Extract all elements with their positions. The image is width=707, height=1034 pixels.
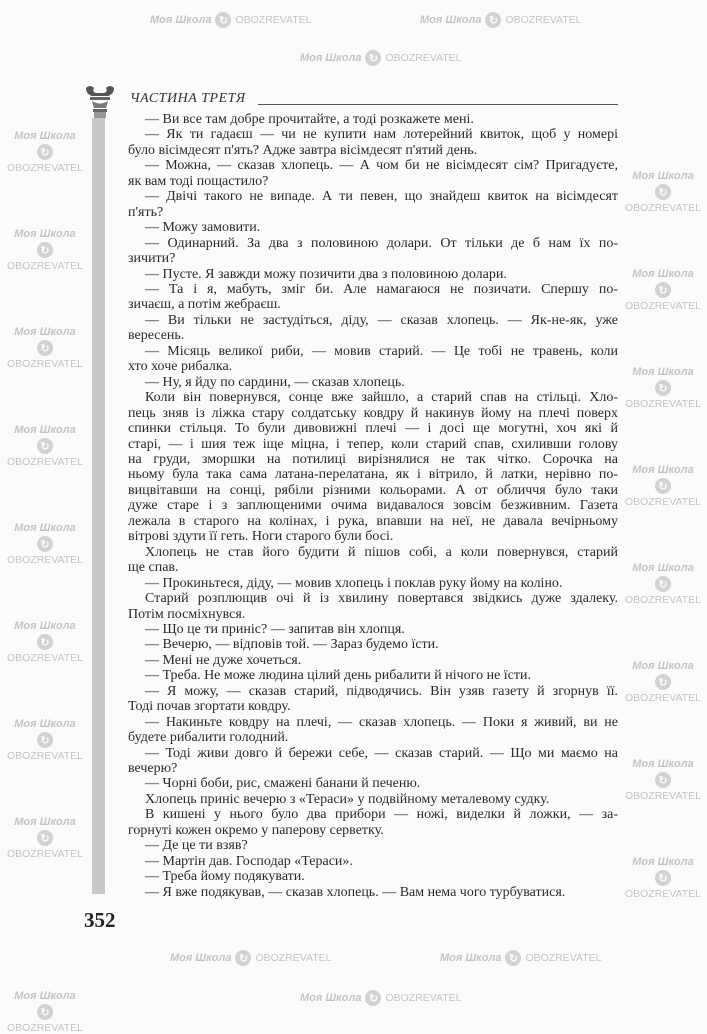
chapter-title: ЧАСТИНА ТРЕТЯ: [130, 91, 246, 106]
watermark-brand: OBOZREVATEL: [6, 652, 84, 664]
watermark-brand: OBOZREVATEL: [624, 300, 702, 312]
text-line: — Пусте. Я завжди можу позичити два з половиною долари.: [145, 266, 507, 282]
header-rule: [258, 104, 618, 105]
text-line: Хлопець приніс вечерю з «Тераси» у подвійному металевому судку.: [145, 791, 550, 807]
text-line: — Вечерю, — відповів той. — Зараз будемо їсти.: [145, 637, 439, 653]
text-line: хто хоче рибалка.: [128, 359, 233, 375]
watermark-school: Моя Школа: [14, 522, 76, 534]
text-line: — Що це ти приніс? — запитав він хлопця.: [145, 621, 405, 637]
watermark-brand: OBOZREVATEL: [235, 14, 312, 26]
obozrevatel-logo-icon: ↻: [655, 870, 671, 886]
watermark-brand: OBOZREVATEL: [624, 692, 702, 704]
text-line: вітрові здути її геть. Ноги старого були босі.: [128, 529, 394, 545]
watermark: [420, 12, 582, 28]
text-line: ньому була така сама латана-перелатана, як і вітрило, й латки, нерівно по-: [128, 467, 618, 483]
obozrevatel-logo-icon: ↻: [37, 340, 53, 356]
text-line: — Двічі такого не випаде. А ти певен, що знайдеш квиток на вісімдесят: [145, 189, 618, 205]
obozrevatel-logo-icon: ↻: [655, 282, 671, 298]
watermark-school: Моя Школа: [632, 856, 694, 868]
watermark-school: Моя Школа: [440, 952, 502, 964]
text-line: — Можна, — сказав хлопець. — А чом би не вісімдесят сім? Пригадуєте,: [145, 158, 618, 174]
obozrevatel-logo-icon: ↻: [37, 242, 53, 258]
obozrevatel-logo-icon: ↻: [37, 438, 53, 454]
text-line: — Де це ти взяв?: [145, 838, 248, 854]
watermark: [4, 228, 86, 272]
text-line: як вам тоді пощастило?: [128, 173, 269, 189]
text-line: було вісімдесят п'ять? Адже завтра вісімдесят п'ятий день.: [128, 142, 478, 158]
watermark: [4, 424, 86, 468]
text-line: пець зняв із ліжка стару солдатську ковдру й накинув йому на плечі поверх: [128, 405, 618, 421]
watermark-brand: OBOZREVATEL: [624, 790, 702, 802]
text-line: — Як ти гадаєш — чи не купити нам лотерейний квиток, щоб у номері: [145, 127, 618, 143]
obozrevatel-logo-icon: ↻: [37, 536, 53, 552]
watermark-school: Моя Школа: [300, 52, 362, 64]
obozrevatel-logo-icon: ↻: [655, 184, 671, 200]
obozrevatel-logo-icon: ↻: [485, 12, 501, 28]
watermark-brand: OBOZREVATEL: [6, 750, 84, 762]
margin-bar: [92, 118, 105, 894]
watermark-school: Моя Школа: [14, 990, 76, 1002]
watermark-brand: OBOZREVATEL: [624, 496, 702, 508]
text-line: — Можу замовити.: [145, 220, 261, 236]
watermark-school: Моя Школа: [14, 326, 76, 338]
watermark: [622, 464, 704, 508]
text-line: — Чорні боби, рис, смажені банани й печеню.: [145, 776, 421, 792]
text-line: вересень.: [128, 328, 185, 344]
watermark: [622, 170, 704, 214]
watermark-brand: OBOZREVATEL: [6, 358, 84, 370]
watermark-school: Моя Школа: [14, 228, 76, 240]
watermark: [622, 562, 704, 606]
watermark-school: Моя Школа: [14, 424, 76, 436]
watermark-school: Моя Школа: [632, 660, 694, 672]
text-line: — Мартін дав. Господар «Тераси».: [145, 853, 353, 869]
text-line: — Одинарний. За два з половиною долари. От тільки де б нам їх по-: [145, 235, 618, 251]
obozrevatel-logo-icon: ↻: [37, 634, 53, 650]
obozrevatel-logo-icon: ↻: [235, 950, 251, 966]
text-line: — Та і я, мабуть, зміг би. Але намагаюся не позичати. Спершу по-: [145, 281, 618, 297]
text-line: вицвітавши на сонці, рябіли різними кольорами. А от обличчя було таки: [128, 482, 618, 498]
column-capital-ornament-icon: [84, 84, 116, 118]
watermark-school: Моя Школа: [14, 130, 76, 142]
watermark-brand: OBOZREVATEL: [6, 162, 84, 174]
obozrevatel-logo-icon: ↻: [365, 50, 381, 66]
obozrevatel-logo-icon: ↻: [37, 732, 53, 748]
text-line: ще спав.: [128, 560, 179, 576]
watermark-school: Моя Школа: [632, 562, 694, 574]
obozrevatel-logo-icon: ↻: [655, 772, 671, 788]
watermark: [622, 268, 704, 312]
text-line: В кишені у нього було два прибори — ножі, виделки й ложки, — за-: [145, 807, 618, 823]
watermark: [4, 990, 86, 1034]
watermark-brand: OBOZREVATEL: [624, 202, 702, 214]
watermark-school: Моя Школа: [632, 366, 694, 378]
watermark-school: Моя Школа: [420, 14, 482, 26]
watermark: [622, 366, 704, 410]
text-line: — Мені не дуже хочеться.: [145, 652, 302, 668]
watermark: [4, 522, 86, 566]
obozrevatel-logo-icon: ↻: [655, 380, 671, 396]
page-number: 352: [84, 908, 116, 932]
obozrevatel-logo-icon: ↻: [37, 144, 53, 160]
watermark-school: Моя Школа: [170, 952, 232, 964]
watermark-brand: OBOZREVATEL: [6, 260, 84, 272]
obozrevatel-logo-icon: ↻: [655, 674, 671, 690]
text-line: Потім посміхнувся.: [128, 606, 246, 622]
text-line: — Тоді живи довго й бережи себе, — сказав старий. — Що ми маємо на: [145, 745, 618, 761]
watermark-school: Моя Школа: [14, 816, 76, 828]
text-line: зичаєш, а потім жебраєш.: [128, 297, 281, 313]
text-line: на груди, зморшки на потилиці вирізнялися не так чітко. Сорочка на: [128, 451, 618, 467]
watermark-brand: OBOZREVATEL: [255, 952, 332, 964]
watermark: [4, 718, 86, 762]
watermark-brand: OBOZREVATEL: [385, 52, 462, 64]
watermark-school: Моя Школа: [632, 268, 694, 280]
watermark-brand: OBOZREVATEL: [624, 594, 702, 606]
text-line: дуже старе і з заплющеними очима видавалося зовсім безживним. Газета: [128, 498, 618, 514]
watermark: [170, 950, 332, 966]
watermark: [4, 620, 86, 664]
watermark: [4, 130, 86, 174]
watermark-brand: OBOZREVATEL: [6, 554, 84, 566]
watermark: [622, 856, 704, 900]
watermark-school: Моя Школа: [632, 464, 694, 476]
text-line: вечерю?: [128, 761, 178, 777]
watermark-brand: OBOZREVATEL: [6, 848, 84, 860]
watermark: [300, 990, 462, 1006]
text-line: — Треба йому подякувати.: [145, 869, 305, 885]
watermark-school: Моя Школа: [300, 992, 362, 1004]
obozrevatel-logo-icon: ↻: [215, 12, 231, 28]
text-line: — Ви тільки не застудіться, діду, — сказав хлопець. — Як-не-як, уже: [145, 312, 618, 328]
watermark-school: Моя Школа: [150, 14, 212, 26]
text-line: лежала в старого на колінах, і рука, впавши на неї, не давала вечірньому: [128, 513, 618, 529]
watermark: [440, 950, 602, 966]
body-text: [128, 112, 618, 900]
watermark: [622, 660, 704, 704]
obozrevatel-logo-icon: ↻: [655, 478, 671, 494]
text-line: — Місяць великої риби, — мовив старий. — Це тобі не травень, коли: [145, 343, 618, 359]
text-line: — Я можу, — сказав старий, підводячись. Він узяв газету й згорнув її.: [145, 683, 618, 699]
text-line: Старий розплющив очі й із хвилину повертався звідкись дуже здалеку.: [145, 591, 618, 607]
watermark: [300, 50, 462, 66]
text-line: старі, — і шия теж іще міцна, і тепер, коли старий спав, схиливши голову: [128, 436, 618, 452]
watermark-brand: OBOZREVATEL: [505, 14, 582, 26]
watermark: [4, 816, 86, 860]
text-line: Коли він повернувся, сонце вже зайшло, а старий спав на стільці. Хло-: [145, 390, 618, 406]
watermark: [150, 12, 312, 28]
obozrevatel-logo-icon: ↻: [365, 990, 381, 1006]
text-line: — Ви все там добре прочитайте, а тоді розкажете мені.: [145, 112, 474, 127]
text-line: п'ять?: [128, 204, 164, 220]
watermark-school: Моя Школа: [632, 170, 694, 182]
watermark-brand: OBOZREVATEL: [6, 1022, 84, 1034]
watermark-school: Моя Школа: [14, 718, 76, 730]
text-line: — Ну, я йду по сардини, — сказав хлопець.: [145, 374, 405, 390]
text-line: Тоді почав згортати ковдру.: [128, 699, 291, 715]
watermark: [622, 758, 704, 802]
obozrevatel-logo-icon: ↻: [655, 576, 671, 592]
obozrevatel-logo-icon: ↻: [505, 950, 521, 966]
obozrevatel-logo-icon: ↻: [37, 1004, 53, 1020]
text-line: — Прокиньтеся, діду, — мовив хлопець і поклав руку йому на коліно.: [145, 575, 563, 591]
watermark-school: Моя Школа: [632, 758, 694, 770]
text-line: горнуті кожен окремо у паперову серветку.: [128, 822, 384, 838]
text-line: Хлопець не став його будити й пішов собі, а коли повернувся, старий: [145, 544, 618, 560]
text-line: зичити?: [128, 251, 176, 267]
watermark-brand: OBOZREVATEL: [624, 398, 702, 410]
text-line: будете рибалити голодний.: [128, 730, 289, 746]
watermark-brand: OBOZREVATEL: [525, 952, 602, 964]
watermark-brand: OBOZREVATEL: [385, 992, 462, 1004]
watermark-school: Моя Школа: [14, 620, 76, 632]
text-line: — Я вже подякував, — сказав хлопець. — Вам нема чого турбуватися.: [145, 884, 566, 900]
text-line: — Накиньте ковдру на плечі, — сказав хлопець. — Поки я живий, ви не: [145, 714, 618, 730]
watermark: [4, 326, 86, 370]
watermark-brand: OBOZREVATEL: [624, 888, 702, 900]
watermark-brand: OBOZREVATEL: [6, 456, 84, 468]
text-line: спинки стільця. То були дивовижні плечі — і досі ще могутні, хоч які й: [128, 421, 618, 437]
text-line: — Треба. Не може людина цілий день рибалити й нічого не їсти.: [145, 668, 531, 684]
obozrevatel-logo-icon: ↻: [37, 830, 53, 846]
